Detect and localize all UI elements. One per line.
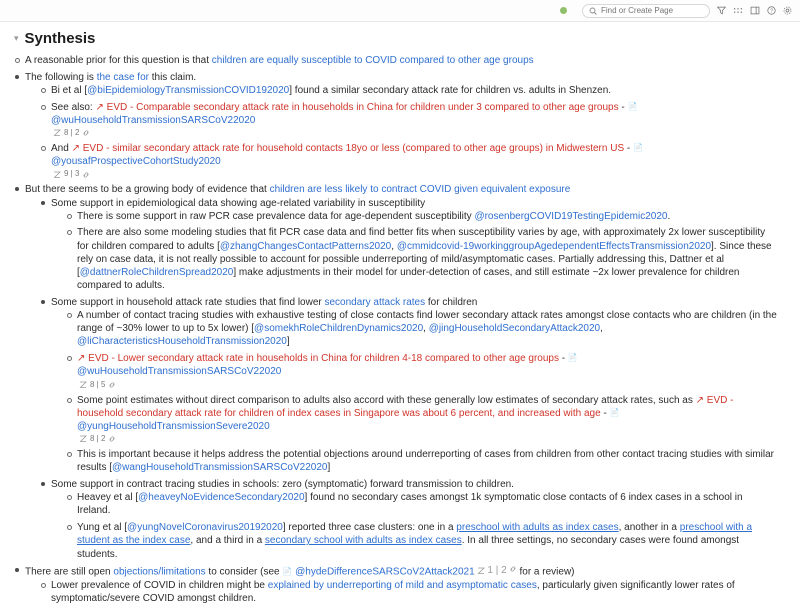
text-run: But there seems to be a growing body of evidence that — [25, 184, 270, 196]
text-run: There are also some modeling studies that fit PCR case data and find better fits when susceptibility varies by age, with approximately 2x lower susceptibility for children compared to adults [ — [77, 227, 766, 252]
reference-link[interactable]: preschool with a student as the index case — [77, 522, 753, 547]
outline-item[interactable] — [66, 309, 778, 349]
bullet-icon[interactable] — [41, 88, 46, 93]
reference-link[interactable]: @liCharacteristicsHouseholdTransmission2020 — [77, 336, 287, 348]
outline-item-text — [77, 491, 778, 517]
reference-link[interactable]: objections/limitations — [113, 566, 206, 578]
bullet-icon[interactable] — [15, 75, 19, 79]
outline-item[interactable] — [40, 84, 778, 97]
bullet-icon[interactable] — [15, 187, 19, 191]
text-run: , — [423, 323, 429, 335]
link-icon[interactable] — [509, 564, 517, 577]
pdf-icon[interactable]: 📄 — [609, 407, 620, 417]
outline-item-text — [51, 197, 778, 210]
outline-item-text — [51, 478, 778, 491]
reference-link[interactable]: @wangHouseholdTransmissionSARSCoV22020 — [112, 462, 328, 474]
citation-line[interactable] — [51, 155, 778, 168]
reference-link[interactable]: @cmmidcovid-19workinggroupAgedependentEffectsTransmission2020 — [396, 240, 712, 252]
page-count-label: 8 | 2 — [90, 434, 106, 444]
outline-item-text — [51, 84, 778, 97]
search-input[interactable] — [601, 6, 703, 15]
zotero-icon[interactable] — [79, 381, 87, 389]
outline-item[interactable] — [66, 448, 778, 474]
outline-item[interactable] — [14, 564, 778, 605]
pdf-icon[interactable]: 📄 — [567, 353, 578, 363]
text-run: Yung et al [ — [77, 522, 128, 534]
evidence-link[interactable]: ↗ — [71, 142, 80, 154]
help-icon[interactable] — [767, 6, 776, 15]
page-count-label: 8 | 2 — [64, 127, 80, 137]
reference-link[interactable]: @heaveyNoEvidenceSecondary2020 — [138, 492, 305, 504]
text-run: Some point estimates without direct comparison to adults also accord with these generally low estimates of secondary attack rates, such as — [77, 394, 696, 406]
evidence-link[interactable]: EVD - similar secondary attack rate for household contacts 18yo or less (compared to other age groups) in Midwestern US — [79, 142, 625, 154]
link-icon[interactable] — [108, 381, 116, 389]
sidebar-right-icon[interactable] — [750, 6, 760, 15]
bullet-icon[interactable] — [67, 214, 72, 219]
text-run: Some support in contract tracing studies in schools: zero (symptomatic) forward transmission to children. — [51, 479, 514, 491]
settings-icon[interactable] — [783, 6, 792, 15]
attachment-row[interactable] — [51, 128, 778, 139]
outline-root — [14, 54, 778, 605]
page-count-label: 8 | 5 — [90, 379, 106, 389]
link-icon[interactable] — [82, 129, 90, 137]
attachment-row[interactable] — [51, 169, 778, 180]
text-run: for children — [425, 296, 478, 308]
outline-item[interactable] — [40, 478, 778, 561]
dots-menu-icon[interactable] — [733, 6, 743, 15]
outline-item[interactable] — [66, 210, 778, 223]
evidence-link[interactable]: EVD - Lower secondary attack rate in households in China for children 4-18 compared to other age groups — [85, 353, 559, 365]
text-run: to consider (see — [205, 566, 283, 578]
bullet-icon[interactable] — [67, 230, 72, 235]
text-run: ] make adjustments in their model for under-detection of cases, and still estimate ~2x lower prevalence for children compared to adults. — [77, 267, 740, 292]
page-count-label: 9 | 3 — [64, 169, 80, 179]
bullet-icon[interactable] — [41, 300, 45, 304]
bullet-icon[interactable] — [41, 146, 46, 151]
text-run: ] reported three case clusters: one in a — [282, 522, 457, 534]
reference-link[interactable]: children are less likely to contract COVID given equivalent exposure — [269, 184, 571, 196]
attachment-row[interactable] — [77, 380, 778, 391]
outline-item[interactable] — [40, 142, 778, 180]
outline-item[interactable] — [66, 226, 778, 292]
outline-sublist — [51, 210, 778, 293]
page-title: Synthesis — [24, 30, 96, 47]
bullet-icon[interactable] — [41, 482, 45, 486]
zotero-icon[interactable] — [79, 435, 87, 443]
outline-sublist — [51, 309, 778, 474]
text-run: , particularly given significantly lower rates of symptomatic/severe COVID amongst children. — [51, 579, 735, 605]
text-run: ] — [286, 336, 290, 348]
text-run: A number of contact tracing studies with exhaustive testing of close contacts find lower secondary attack rates amongst close contacts who are children (in the range of ~30% lower to up to 5x lower) [ — [77, 310, 777, 335]
text-run: - — [559, 353, 568, 365]
outline-item-text — [77, 352, 778, 378]
reference-link[interactable]: @wuHouseholdTransmissionSARSCoV22020 — [51, 114, 256, 126]
zotero-icon[interactable] — [53, 129, 61, 137]
pdf-icon[interactable]: 📄 — [282, 566, 293, 576]
page-count-label: 1 | 2 — [487, 565, 507, 577]
text-run: . — [667, 210, 671, 222]
reference-link[interactable]: secondary school with adults as index cases — [264, 535, 462, 547]
outline-item-text — [25, 183, 778, 196]
outline-item-text — [51, 101, 778, 114]
collapse-caret-icon[interactable]: ▾ — [14, 33, 19, 43]
reference-link[interactable]: @yousafProspectiveCohortStudy2020 — [51, 156, 221, 168]
evidence-link[interactable]: ↗ — [77, 353, 86, 365]
outline-item[interactable] — [40, 296, 778, 475]
bullet-icon[interactable] — [15, 568, 19, 572]
reference-link[interactable]: preschool with adults as index cases — [456, 522, 619, 534]
reference-link[interactable]: @zhangChangesContactPatterns2020 — [219, 240, 392, 252]
outline-item-text — [77, 394, 778, 434]
outline-item[interactable] — [40, 101, 778, 139]
text-run: A reasonable prior for this question is that — [25, 55, 212, 66]
text-run: . In all three settings, no secondary cases were found amongst students. — [77, 535, 740, 560]
text-run: , — [391, 240, 397, 252]
reference-link[interactable]: @hydeDifferenceSARSCoV2Attack2021 — [292, 566, 478, 578]
reference-link[interactable]: @jingHouseholdSecondaryAttack2020 — [428, 323, 601, 335]
search-box[interactable] — [582, 4, 710, 18]
reference-link[interactable]: @rosenbergCOVID19TestingEpidemic2020 — [474, 210, 668, 222]
reference-link[interactable]: @yungNovelCoronavirus20192020 — [127, 522, 283, 534]
page-header — [14, 30, 778, 47]
bullet-icon[interactable] — [41, 583, 46, 588]
reference-link[interactable]: @dattnerRoleChildrenSpread2020 — [79, 267, 234, 279]
outline-item-text — [77, 210, 778, 223]
text-run: ]. Since these rely on case data, it is not really possible to account for possible underreporting of mild/asymptomatic cases. Partially addressing this, Dattner et al [ — [77, 240, 772, 279]
text-run: - — [600, 407, 610, 419]
text-run: - — [624, 142, 633, 154]
text-run: ] — [327, 462, 331, 474]
text-run: This is important because it helps address the potential objections around underreporting of cases from children from other contact tracing studies with similar results [ — [77, 449, 775, 474]
text-run: There are still open — [25, 566, 114, 578]
top-bar — [0, 0, 800, 22]
citation-line[interactable] — [51, 114, 778, 127]
page-content — [0, 22, 800, 605]
bullet-icon[interactable] — [15, 58, 20, 63]
outline-sublist — [51, 491, 778, 560]
outline-item[interactable] — [66, 352, 778, 390]
search-icon — [589, 7, 597, 15]
evidence-link[interactable]: EVD - household secondary attack rate for children of index cases in Singapore was about 6 percent, and increased with age — [77, 394, 734, 419]
outline-item-text — [77, 226, 778, 292]
outline-item-text — [77, 521, 778, 561]
outline-item[interactable] — [14, 71, 778, 180]
reference-link[interactable]: children are equally susceptible to COVID compared to other age groups — [211, 55, 534, 66]
text-run: ] found a similar secondary attack rate for children vs. adults in Shenzen. — [289, 84, 612, 96]
reference-link[interactable]: the case for — [96, 71, 149, 83]
link-icon[interactable] — [82, 171, 90, 179]
outline-item-text — [51, 142, 778, 155]
outline-item-text — [77, 448, 778, 474]
outline-sublist — [25, 84, 778, 180]
reference-link[interactable]: @wuHouseholdTransmissionSARSCoV22020 — [77, 366, 282, 378]
text-run: Some support in household attack rate studies that find lower — [51, 296, 325, 308]
text-run: And — [51, 142, 72, 154]
evidence-link[interactable]: ↗ — [95, 101, 104, 113]
text-run: Heavey et al [ — [77, 492, 139, 504]
text-run: Some support in epidemiological data showing age-related variability in susceptibility — [51, 197, 426, 209]
attachment-row[interactable] — [77, 434, 778, 445]
evidence-link[interactable]: EVD - Comparable secondary attack rate in households in China for children under 3 compared to other age groups — [103, 101, 619, 113]
outline-item[interactable] — [40, 197, 778, 293]
bullet-icon[interactable] — [67, 525, 72, 530]
evidence-link[interactable]: ↗ — [695, 394, 705, 406]
outline-item[interactable] — [14, 183, 778, 560]
filter-icon[interactable] — [717, 6, 726, 15]
outline-item-text — [51, 579, 778, 605]
text-run: See also: — [51, 101, 96, 113]
text-run: The following is — [25, 71, 97, 83]
svg-text:?: ? — [770, 8, 773, 15]
zotero-icon[interactable] — [53, 171, 61, 179]
bullet-icon[interactable] — [67, 356, 72, 361]
text-run: this claim. — [148, 71, 197, 83]
outline-sublist — [25, 197, 778, 561]
pdf-icon[interactable]: 📄 — [627, 101, 638, 111]
outline-item-text — [25, 564, 778, 579]
text-run: for a review) — [516, 566, 575, 578]
bullet-icon[interactable] — [67, 398, 72, 403]
reference-link[interactable]: secondary attack rates — [324, 296, 426, 308]
text-run: , another in a — [618, 522, 680, 534]
bullet-icon[interactable] — [41, 201, 45, 205]
outline-item[interactable] — [66, 521, 778, 561]
outline-item-text — [77, 309, 778, 349]
bullet-icon[interactable] — [41, 105, 46, 110]
inline-attachment[interactable] — [477, 564, 516, 577]
top-bar-right — [560, 4, 794, 18]
bullet-icon[interactable] — [67, 313, 72, 318]
reference-link[interactable]: @somekhRoleChildrenDynamics2020 — [254, 323, 424, 335]
text-run: Bi et al [ — [51, 84, 88, 96]
bullet-icon[interactable] — [67, 452, 72, 457]
text-run: Lower prevalence of COVID in children might be — [51, 579, 268, 591]
outline-sublist — [25, 579, 778, 605]
outline-item[interactable] — [14, 54, 778, 67]
text-run: There is some support in raw PCR case prevalence data for age-dependent susceptibility — [77, 210, 475, 222]
outline-item-text — [25, 54, 778, 67]
outline-item[interactable] — [66, 491, 778, 517]
reference-link[interactable]: @biEpidemiologyTransmissionCOVID192020 — [87, 84, 290, 96]
reference-link[interactable]: explained by underreporting of mild and asymptomatic cases — [267, 579, 537, 591]
sync-status-dot — [560, 7, 567, 14]
bullet-icon[interactable] — [67, 495, 72, 500]
link-icon[interactable] — [108, 435, 116, 443]
text-run: ] found no secondary cases amongst 1k symptomatic close contacts of 6 index cases in a school in Ireland. — [77, 492, 743, 517]
text-run: , — [600, 323, 603, 335]
outline-item-text — [51, 296, 778, 309]
outline-item[interactable] — [40, 579, 778, 605]
outline-item[interactable] — [66, 394, 778, 445]
reference-link[interactable]: @yungHouseholdTransmissionSevere2020 — [77, 420, 270, 432]
text-run: , and a third in a — [190, 535, 265, 547]
pdf-icon[interactable]: 📄 — [633, 142, 643, 152]
text-run: - — [618, 101, 628, 113]
outline-item-text — [25, 71, 778, 84]
